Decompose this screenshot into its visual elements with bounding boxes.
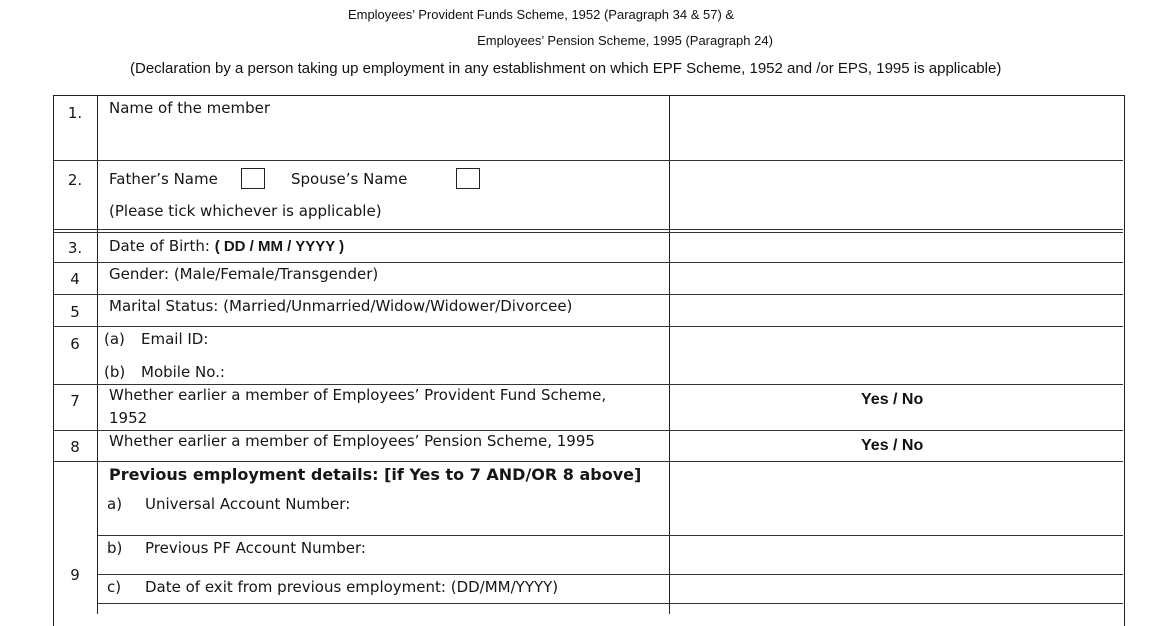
contact-answer-field[interactable] [670, 327, 1122, 384]
previous-employment-heading: Previous employment details: [if Yes to 7 AND/OR 8 above] [109, 465, 642, 484]
father-spouse-name-answer-field[interactable] [670, 161, 1122, 229]
row-divider [53, 384, 1123, 385]
epf-membership-question: Whether earlier a member of Employees’ Provident Fund Scheme, [109, 386, 607, 404]
exit-date-answer-field[interactable] [670, 575, 1122, 603]
header-line-2: Employees’ Pension Scheme, 1995 (Paragraph 24) [477, 33, 773, 48]
marital-status-label: Marital Status: (Married/Unmarried/Widow/Widower/Divorcee) [109, 297, 573, 315]
uan-label: Universal Account Number: [145, 495, 351, 513]
marital-status-answer-field[interactable] [670, 295, 1122, 326]
row-number: 7 [70, 392, 80, 410]
exit-date-marker: c) [107, 578, 122, 596]
exit-date-label: Date of exit from previous employment: (DD/MM/YYYY) [145, 578, 559, 596]
row-number: 8 [70, 438, 80, 456]
previous-pf-account-answer-field[interactable] [670, 536, 1122, 574]
epf-membership-question-cont: 1952 [109, 409, 148, 427]
row-number: 4 [70, 270, 80, 288]
gender-answer-field[interactable] [670, 263, 1122, 294]
previous-pf-marker: b) [107, 539, 123, 557]
column-divider-number [97, 95, 98, 614]
email-marker: (a) [104, 330, 125, 348]
mobile-no-label: Mobile No.: [141, 363, 225, 381]
row-divider [53, 229, 1123, 230]
row-number: 5 [70, 303, 80, 321]
row-number: 2. [67, 171, 83, 189]
tick-instruction: (Please tick whichever is applicable) [109, 202, 382, 220]
fathers-name-label: Father’s Name [109, 170, 218, 188]
name-of-member-label: Name of the member [109, 99, 271, 117]
uan-answer-field[interactable] [670, 462, 1122, 535]
email-id-label: Email ID: [141, 330, 209, 348]
header-line-1: Employees’ Provident Funds Scheme, 1952 (Paragraph 34 & 57) & [347, 7, 735, 22]
date-of-birth-answer-field[interactable] [670, 233, 1122, 262]
row-number: 3. [67, 239, 83, 257]
row-number: 9 [70, 566, 80, 584]
name-of-member-answer-field[interactable] [670, 96, 1122, 159]
spouses-name-checkbox[interactable] [456, 168, 480, 189]
mobile-marker: (b) [104, 363, 126, 381]
row-number: 1. [67, 104, 83, 122]
gender-label: Gender: (Male/Female/Transgender) [109, 265, 379, 283]
row-divider [97, 603, 1123, 604]
row-divider [53, 430, 1123, 431]
eps-membership-question: Whether earlier a member of Employees’ Pension Scheme, 1995 [109, 432, 595, 450]
epf-yes-no-choice[interactable]: Yes / No [861, 391, 924, 408]
fathers-name-checkbox[interactable] [241, 168, 265, 189]
date-format-hint: ( DD / MM / YYYY ) [214, 238, 345, 255]
header-declaration: (Declaration by a person taking up employment in any establishment on which EPF Scheme, 1952 and /or EPS, 1995 is applicable) [130, 60, 1002, 77]
eps-yes-no-choice[interactable]: Yes / No [861, 437, 924, 454]
uan-marker: a) [107, 495, 123, 513]
row-number: 6 [70, 335, 80, 353]
spouses-name-label: Spouse’s Name [291, 170, 408, 188]
previous-pf-account-label: Previous PF Account Number: [145, 539, 366, 557]
date-of-birth-label: Date of Birth: ( DD / MM / YYYY ) [109, 237, 345, 255]
